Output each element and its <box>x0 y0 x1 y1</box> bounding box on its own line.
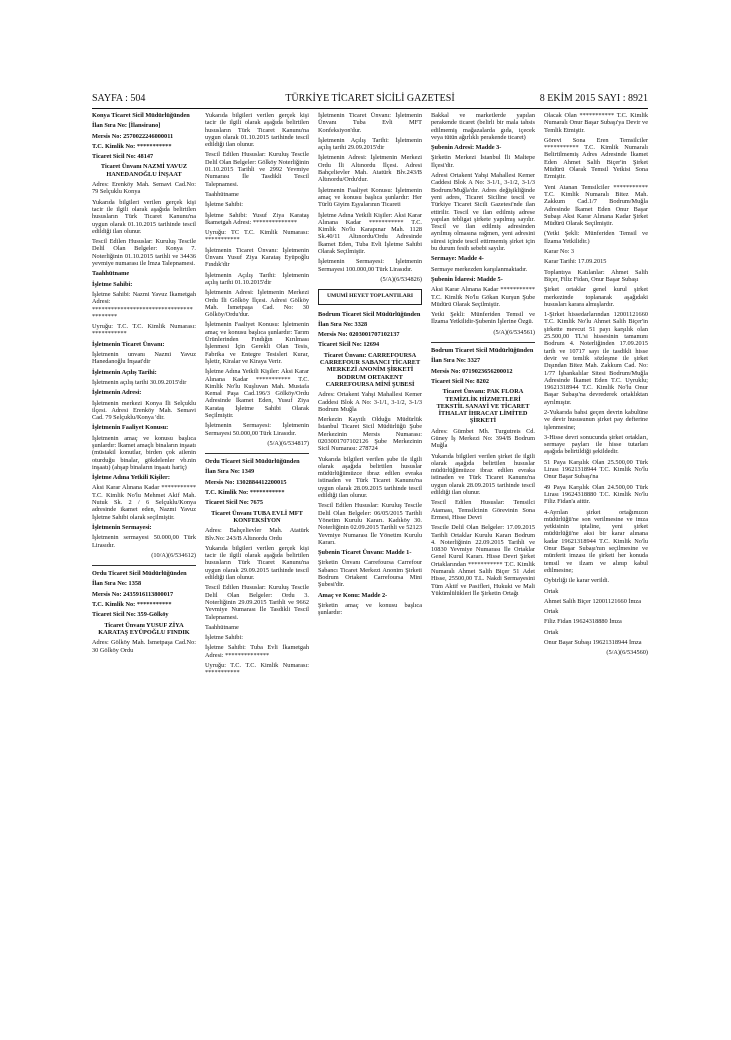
paragraph: Yukarıda bilgileri verilen şube ile ilgili olarak aşağıda belirtilen hususlar müdürlüğümüzce ibraz edilen evraka istinaden ve Türk Ticaret Kanunu'na uygun olarak 28.09.2015 tarihinde tescil edildiği ilan olunur. <box>318 455 422 500</box>
bold-line: Ticaret Sicil No: 12694 <box>318 341 380 349</box>
bold-line: Ticaret Sicil No: 48147 <box>92 153 154 161</box>
paragraph: İşletmenin Açılış Tarihi: İşletmenin açılış tarihi 01.10.2015'dir <box>205 271 309 286</box>
paragraph: Yukarıda bilgileri verilen şirket ile ilgili olarak aşağıda belirtilen hususlar müdürlüğümüzce ibraz edilen evraka istinaden ve Türk Ticaret Kanunu'na uygun olarak 28.09.2015 tarihinde tescil edildiği ilan olunur. <box>431 452 535 497</box>
paragraph: İşletmenin açılış tarihi 30.09.2015'dir <box>92 378 187 386</box>
paragraph: Taahhütname <box>205 623 239 631</box>
paragraph: İşletme Sahibi: <box>205 634 243 642</box>
bold-line: Mersis No: 2435916113800017 <box>92 590 174 598</box>
bold-line: Taahhütname <box>92 270 130 278</box>
paragraph: 4-Ayrılan şirket ortağımızın müdürlüğü'ne son verilmesine ve imza yetkisinin iptaline, yeni şirket müdürlüğü'ne aksi bir karar alınana kadar 19621318944 T.C. Kimlik No'lu Onur Başar Subaşı'nın seçilmesine ve münferit imzası ile şirketi her konuda temsil ve ilzam ve alınıp kabul edilmesine; <box>544 508 648 574</box>
paragraph: Karar Tarihi: 17.09.2015 <box>544 258 607 266</box>
paragraph: İşletmenin sermayesi 50.000,00 Türk Lirasıdır. <box>92 534 196 549</box>
bold-line: Şubenin İdaresi: Madde 5- <box>431 275 503 283</box>
paragraph: Şirketin amaç ve konusu başlıca şunlardır: <box>318 601 422 617</box>
paragraph: 1-Şirket hissedarlarından 12001121660 T.C. Kimlik No'lu Ahmet Salih Biçer'in şirkette mevcut 51 payı karşılık olan 25.500,00 TL'si hissesinin tamamını Bodrum 4. Noterliğinden 17.09.2015 tarih ve 10717 sayı ile tasdikli hisse devir ve temlik sözleşme ile şirket Dışından Bitez Mah. Zakkum Cad. No: 1/77 İşbankalılar Sitesi Bodrum/Muğla Adresinde İkamet Eden T.C. Uyruklu; 19621318944 T.C. Kimlik No'lu Onur Başar Subaşı'na devrederek ortaklıktan ayrılmıştır. <box>544 311 648 406</box>
paragraph: Tescil Edilen Hususlar: Kuruluş Tescile Delil Olan Belgeler: Ordu 3. Noterliğinin 29.09.2015 Tarihli ve 9662 Yevmiye Numarası İle Tasdikli Tescil Talepnamesi. <box>205 584 309 621</box>
separator <box>92 565 196 566</box>
notice-title: Ticaret Ünvanı YUSUF ZİYA KARATAŞ EYÜPOĞLU FINDIK <box>98 621 190 636</box>
paragraph: Bakkal ve marketlerde yapılan perakende ticaret (belirli bir mala tahsis edilmemiş mağazalarda gıda, içecek veya tütün ağırlıklı perakende ticaret) <box>431 112 535 141</box>
paragraph: Ortak <box>544 628 559 636</box>
paragraph: Adres: Gölköy Mah. İsmetpaşa Cad.No: 30 Gölköy Ordu <box>92 639 196 654</box>
bold-line: Ticaret Sicil No: 359-Gölköy <box>92 611 169 619</box>
bold-line: İşletmenin Ticaret Ünvanı: <box>92 340 165 348</box>
issue-date: 8 EKİM 2015 SAYI : 8921 <box>539 93 648 104</box>
separator <box>431 342 535 343</box>
bold-line: Amaç ve Konu: Madde 2- <box>318 591 388 599</box>
paragraph: Karar No: 3 <box>544 248 575 256</box>
bold-line: Mersis No: 2570022246000011 <box>92 132 174 140</box>
bold-line: Sermaye: Madde 4- <box>431 255 484 263</box>
bold-line: Konya Ticaret Sicil Müdürlüğünden <box>92 112 190 119</box>
paragraph: İşletmenin Sermayesi: İşletmenin Sermayesi 50.000,00 Türk Lirasıdır. <box>205 422 309 437</box>
paragraph: İşletmenin Faaliyet Konusu: İşletmenin amaç ve konusu başlıca şunlardır: Tarım Ürünlerinden Fındığın Kırılması İşlenmesi İçin Gerekli Olan Tesis, Fabrika ve Entegre Tesisleri Kurar, İşletir, Kiralar ve Kiraya Verir. <box>205 321 309 365</box>
paragraph: Yukarıda bilgileri verilen gerçek kişi tacir ile ilgili olarak aşağıda belirtilen hususların Türk Ticaret Kanunu'na uygun olarak 01.10.2015 tarihinde tescil edildiği ilan olunur. <box>205 112 309 149</box>
notice-reference: (5/A)(6/534817) <box>267 439 309 447</box>
bold-line: Ticaret Sicil No: 8202 <box>431 377 490 385</box>
bold-line: T.C. Kimlik No: *********** <box>92 601 172 609</box>
paragraph: İşletme Sahibi: <box>205 201 243 209</box>
notice-reference: (10/A)(6/534612) <box>151 551 196 559</box>
paragraph: Tescil Edilen Hususlar: Temsilci Ataması, Temsilcinin Görevinin Sona Ermesi, Hisse Devri <box>431 499 535 521</box>
paragraph: İşletmenin Ticaret Ünvanı: İşletmenin Ünvanı Tuba Evli MFT Konfeksiyon'dur. <box>318 112 422 134</box>
paragraph: İşletmenin Faaliyet Konusu: İşletmenin amaç ve konusu başlıca şunlardır: Her Türlü Giyim Eşyalarının Ticareti <box>318 186 422 209</box>
paragraph: Uyruğu: T.C. T.C. Kimlik Numarası: *********** <box>92 323 196 338</box>
gazette-title: TÜRKİYE TİCARET SİCİLİ GAZETESİ <box>285 93 455 104</box>
paragraph: Yetki Şekli: Münferiden Temsil ve İlzama Yetkilidir-Şubenin İşlerine Özgü. <box>431 311 535 326</box>
paragraph: Olacak Olan *********** T.C. Kimlik Numaralı Onur Başar Subaşı'ya Devir ve Temlik Etmiştir. <box>544 112 648 134</box>
bold-line: İlan Sıra No: [İlansirano] <box>92 122 161 130</box>
paragraph: Yukarıda bilgileri verilen gerçek kişi tacir ile ilgili olarak aşağıda belirtilen hususların Türk Ticaret Kanunu'na uygun olarak 01.10.2015 tarihinde tescil edildiği ilan olunur. <box>92 198 196 235</box>
paragraph: Oybirliği ile karar verildi. <box>544 577 610 585</box>
bold-line: Mersis No: 1302884412200015 <box>205 478 287 486</box>
bold-line: İşletmenin Açılış Tarihi: <box>92 368 157 376</box>
paragraph: Toplantıya Katılanlar: Ahmet Salih Biçer, Filiz Fidan, Onur Başar Subaşı <box>544 268 648 283</box>
notice-reference: (5/A)(6/534561) <box>493 328 535 336</box>
notice-title: Ticaret Ünvanı: CARREFOURSA CARREFOUR SABANCI TİCARET MERKEZİ ANONİM ŞİRKETİ BODRUM ORTAKENT CARREFOURSA MİNİ ŞUBESİ <box>319 351 421 388</box>
bold-line: Ordu Ticaret Sicil Müdürlüğünden <box>92 570 187 578</box>
paragraph: Ortak <box>544 587 559 595</box>
page-number: SAYFA : 504 <box>92 93 146 104</box>
bold-line: T.C. Kimlik No: *********** <box>205 489 285 497</box>
paragraph: Tescil Edilen Hususlar: Kuruluş Tescile Delil Olan Belgeler: 06/05/2015 Tarihli Yönetim Kurulu Kararı. Kadıköy 30. Noterliğinin 02.09.2015 Tarihli ve 52123 Yevmiye Numarası İle Yönetim Kurulu Kararı. <box>318 502 422 546</box>
paragraph: Adres: Bahçelievler Mah. Atatürk Blv.No: 243/B Altınordu Ordu <box>205 527 309 542</box>
paragraph: İşletmenin Sermayesi: İşletmenin Sermayesi 100.000,00 Türk Lirasıdır. <box>318 258 422 273</box>
page-header <box>92 92 648 106</box>
separator <box>205 453 309 454</box>
paragraph: Merkezin Kayıtlı Olduğu Müdürlük İstanbul Ticaret Sicil Müdürlüğü Şube Merkezinin Mersis Numarası: 0203001707102126 Şube Merkezinin Sicil Numarası: 278724 <box>318 416 422 453</box>
paragraph: İşletmenin amaç ve konusu başlıca şunlardır: İkamet amaçlı binaların inşaatı (müstakil konutlar, birden çok ailenin oturduğu binalar, gökdelenler vb.nin inşaatı) (ahşap binaların inşaatı hariç) <box>92 434 196 471</box>
column-4 <box>431 112 535 1020</box>
bold-line: İlan Sıra No: 1349 <box>205 468 255 476</box>
paragraph: Uyruğu: TC T.C. Kimlik Numarası: *********** <box>205 229 309 244</box>
paragraph: İşletme Sahibi: Yusuf Ziya Karataş İkametgah Adresi: ************** <box>205 211 309 226</box>
paragraph: İşletmenin Açılış Tarihi: İşletmenin açılış tarihi 29.09.2015'dir <box>318 136 422 152</box>
paragraph: İşletme Sahibi: Tuba Evli İkametgah Adresi: ************** <box>205 644 309 659</box>
notice-title: Ticaret Ünvanı: PAK FLORA TEMİZLİK HİZMETLERİ TEKSTİL SANAYİ VE TİCARET İTHALAT İHRACAT LİMİTED ŞİRKETİ <box>436 388 530 425</box>
paragraph: Yeni Atanan Temsilciler *********** T.C. Kimlik Numaralı Bitez Mah. Zakkum Cad.1/7 Bodrum/Muğla Adresinde İkamet Eden Onur Başar Subaşı Aksi Karar Alınana Kadar Şirket Müdürü Olarak Seçilmiştir. <box>544 183 648 228</box>
paragraph: İşletme Adına Yetkili Kişiler: Aksi Karar Alınana Kadar *********** T.C. Kimlik No'lu Kuşluvan Mah. Mustafa Kemal Paşa Cad.196/3 Gölköy/Ordu Adresinde İkamet Eden, Yusuf Ziya Karataş İşletme Sahibi Olarak Seçilmiştir. <box>205 368 309 419</box>
paragraph: Adresi Ortakent Yahşi Mahallesi Kemer Caddesi Blok A No: 3-1/1, 3-1/2, 3-1/3 Bodrum/Muğla'dır. Adres değişikliğinde yeni adres, Ticaret Siciline tescil ve Türkiye Ticaret Sicili Gazetesi'nde ilan ettirilir. Tescil ve ilan edilmiş adrese yapılan tebligat şirkete yapılmış sayılır. Tescil ve ilan edilmiş adresinden ayrılmış olmasına rağmen, yeni adresini süresi içinde tescil ettirmemiş şirket için bu durum fesih sebebi sayılır. <box>431 172 535 253</box>
bold-line: Şubenin Ticaret Ünvanı: Madde 1- <box>318 549 412 557</box>
paragraph: Ahmet Salih Biçer 12001121660 İmza <box>544 597 641 605</box>
bold-line: İlan Sıra No: 3327 <box>431 357 481 365</box>
paragraph: Uyruğu: T.C. T.C. Kimlik Numarası: *********** <box>205 662 309 677</box>
paragraph: İşletmenin merkezi Konya İli Selçuklu ilçesi. Adresi Erenköy Mah. Semavi Cad. 79 Selçuklu/Konya 'dir. <box>92 399 196 422</box>
bold-line: Ordu Ticaret Sicil Müdürlüğünden <box>205 458 300 466</box>
paragraph: (Yetki Şekli: Münferiden Temsil ve İlzama Yetkilidir.) <box>544 230 648 245</box>
column-2 <box>205 112 309 1020</box>
paragraph: İşletmenin Adresi: İşletmenin Merkezi Ordu İli Altınordu İlçesi. Adresi Bahçelievler Mah. Atatürk Blv.243/B Altınordu/Ordu'dur. <box>318 154 422 184</box>
paragraph: İşletmenin unvanı Nazmi Yavuz Hanedanoğlu İnşaat'dir <box>92 351 196 366</box>
paragraph: 51 Paya Karşılık Olan 25.500,00 Türk Lirası 19621318944 T.C. Kimlik No'lu Onur Başar Subaşı'na <box>544 458 648 481</box>
paragraph: Onur Başar Subaşı 19621318944 İmza <box>544 639 642 646</box>
paragraph: Şirketin Merkezi İstanbul İli Maltepe İlçesi'dir. <box>431 154 535 169</box>
bold-line: İşletmenin Adresi: <box>92 389 142 397</box>
bold-line: T.C. Kimlik No: *********** <box>92 142 172 150</box>
paragraph: Tescil Edilen Hususlar: Kuruluş Tescile Delil Olan Belgeler: Gölköy Noterliğinin 01.10.2015 Tarihli ve 2992 Yevmiye Numarası İle Tasdikli Tescil Talepnamesi. <box>205 151 309 188</box>
header-rule <box>92 108 648 109</box>
paragraph: Adres: Ortakent Yahşi Mahallesi Kemer Caddesi Blok A No: 3-1/1, 3-1/2, 3-1/3 Bodrum Muğla <box>318 391 422 413</box>
notice-title: Ticaret Ünvanı NAZMİ YAVUZ HANEDANOĞLU İNŞAAT <box>100 163 188 178</box>
bold-line: Şubenin Adresi: Madde 3- <box>431 144 502 152</box>
paragraph: Şirket ortaklar genel kurul şirket merkezinde toplanarak aşağıdaki hususları karara almışlardır. <box>544 286 648 308</box>
paragraph: Şirketin Ünvanı Carrefoursa Carrefour Sabancı Ticaret Merkezi Anonim Şirketi Bodrum Ortakent Carrefoursa Mini Şubesi'dir. <box>318 559 422 589</box>
bold-line: İlan Sıra No: 1358 <box>92 580 142 588</box>
bold-line: Mersis No: 0203001707102137 <box>318 331 400 339</box>
column-1 <box>92 112 196 1020</box>
paragraph: İşletmenin Ticaret Ünvanı: İşletmenin Ünvanı Yusuf Ziya Karataş Eyüpoğlu Fındık'dir <box>205 246 309 269</box>
section-heading: UMUMİ HEYET TOPLANTILARI <box>318 289 422 304</box>
paragraph: İşletmenin Adresi: İşletmenin Merkezi Ordu İli Gölköy İlçesi. Adresi Gölköy Mah. İsmetpaşa Cad. No: 30 Gölköy/Ordu'dur. <box>205 289 309 319</box>
paragraph: Ortak <box>544 608 559 616</box>
notice-reference: (5/A)(6/534826) <box>380 275 422 283</box>
bold-line: Ticaret Sicil No: 7675 <box>205 499 264 507</box>
bold-line: Bodrum Ticaret Sicil Müdürlüğünden <box>431 347 534 355</box>
column-5 <box>544 112 648 1020</box>
paragraph: İşletme Adına Yetkili Kişiler: Aksi Karar Alınana Kadar *********** T.C. Kimlik No'lu Karapınar Mah. 1128 Sk.40/11 Altınordu/Ordu Adresinde İkamet Eden, Tuba Evli İşletme Sahibi Olarak Seçilmiştir. <box>318 211 422 256</box>
bold-line: Mersis No: 0719023656200012 <box>431 367 513 375</box>
paragraph: 2-Yukarıda bahsi geçen devrin kabulüne ve devir hususunun şirket pay defterine işlenmesine; <box>544 408 648 431</box>
paragraph: Tescile Delil Olan Belgeler: 17.09.2015 Tarihli Ortaklar Kurulu Kararı Bodrum 4. Noterliğinin 22.09.2015 Tarihli ve 10830 Yevmiye Numarası İle Ortaklar Genel Kurul Kararı. Hisse Devri Şirket Ortaklarından *********** T.C. Kimlik Numaralı Ahmet Salih Biçer 51 Adet Hisse, 25500,00 T.L. Nakdi Sermayesini Tüm Aktif ve Pasifleri, Hukuki ve Mali Yükümlülükleri İle Şirketin Ortağı <box>431 524 535 597</box>
paragraph: Adres: Erenköy Mah. Semavi Cad.No: 79 Selçuklu Konya <box>92 181 196 196</box>
notice-reference: (5/A)(6/534560) <box>606 649 648 657</box>
paragraph: Taahhütname <box>205 190 239 198</box>
paragraph: 3-Hisse devri sonucunda şirket ortakları, sermaye payları ile hisse tutarları aşağıda belirtildiği şekildedir. <box>544 433 648 456</box>
paragraph: Sermaye merkezden karşılanmaktadır. <box>431 265 528 273</box>
bold-line: İşletmenin Faaliyet Konusu: <box>92 424 169 432</box>
paragraph: 49 Paya Karşılık Olan 24.500,00 Türk Lirası 19624318880 T.C. Kimlik No'lu Filiz Fidan'a aittir. <box>544 483 648 506</box>
paragraph: İşletme Sahibi: Nazmi Yavuz İkametgah Adresi: ******************************** ******** <box>92 290 196 320</box>
paragraph: Yukarıda bilgileri verilen gerçek kişi tacir ile ilgili olarak aşağıda belirtilen hususların Türk Ticaret Kanunu'na uygun olarak 29.09.2015 tarihinde tescil edildiği ilan olunur. <box>205 544 309 582</box>
paragraph: Filiz Fidan 19624318880 İmza <box>544 618 622 626</box>
paragraph: Aksi Karar Alınana Kadar *********** T.C. Kimlik No'lu Mehmet Akif Mah. Nutuk Sk. 2 / 6 Selçuklu/Konya adresinde ikamet eden, Nazmi Yavuz İşletme Sahibi olarak seçilmiştir. <box>92 484 196 521</box>
paragraph: Görevi Sona Eren Temsilciler *********** T.C. Kimlik Numaralı Belirtilmemiş Adres Adresinde İkamet Eden Ahmet Salih Biçer'in Şirket Müdürü Olarak Temsil Yetkisi Sona Ermiştir. <box>544 136 648 181</box>
bold-line: Bodrum Ticaret Sicil Müdürlüğünden <box>318 310 421 318</box>
columns <box>92 112 648 1020</box>
bold-line: İşletme Adına Yetkili Kişiler: <box>92 474 170 482</box>
paragraph: Adres: Gümbet Mh. Turgutreis Cd. Güney İş Merkezi No: 394/B Bodrum Muğla <box>431 427 535 450</box>
bold-line: İşletmenin Sermayesi: <box>92 523 152 531</box>
bold-line: İlan Sıra No: 3328 <box>318 320 368 328</box>
notice-title: Ticaret Ünvanı TUBA EVLİ MFT KONFEKSİYON <box>211 509 303 524</box>
paragraph: Tescil Edilen Hususlar: Kuruluş Tescile Delil Olan Belgeler: Konya 7. Noterliğinin 01.10.2015 tarihli ve 34436 yevmiye numarası ile İmza Talepnamesi. <box>92 238 196 268</box>
paragraph: Aksi Karar Alınana Kadar *********** T.C. Kimlik No'lu Gökan Kurşun Şube Müdürü Olarak Seçilmiştir. <box>431 286 535 308</box>
column-3 <box>318 112 422 1020</box>
bold-line: İşletme Sahibi: <box>92 280 133 288</box>
